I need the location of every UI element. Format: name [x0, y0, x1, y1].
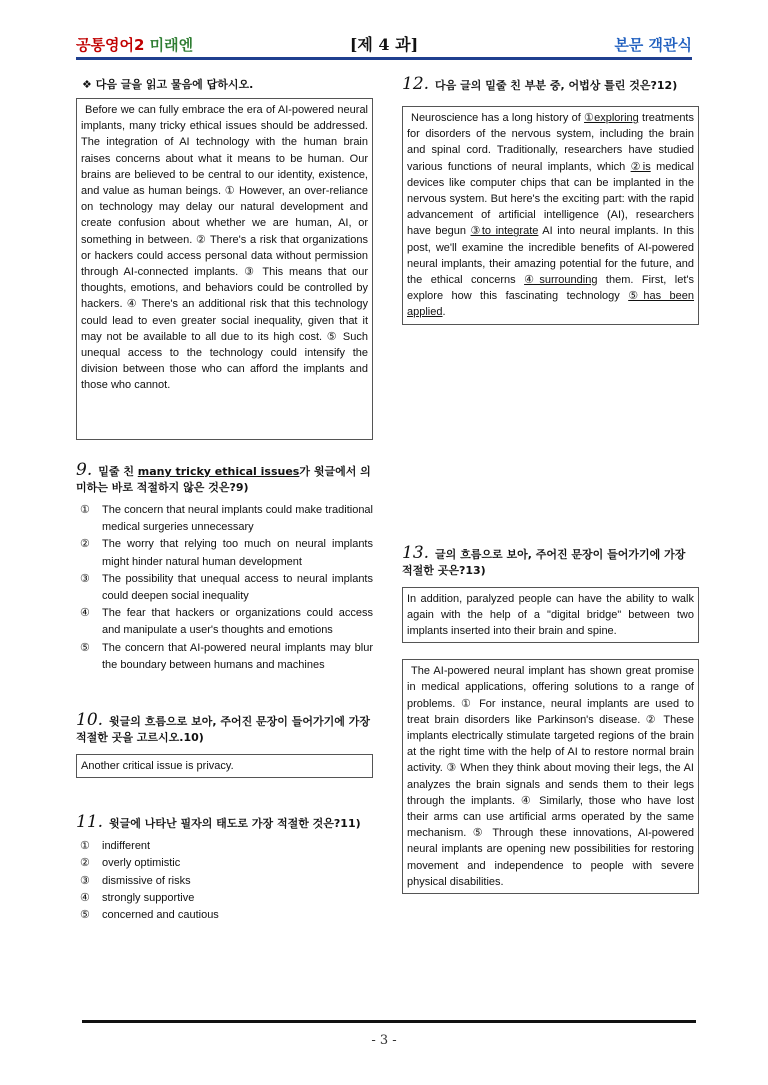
header-divider [76, 57, 692, 60]
choice-mark: ④ [80, 891, 90, 904]
question-10-number: 10. [76, 710, 104, 731]
choice-item [76, 855, 373, 872]
choice-item [76, 571, 373, 605]
question-11-number: 11. [76, 812, 104, 833]
question-9-number: 9. [76, 460, 93, 480]
footer-divider [82, 1020, 696, 1023]
main-passage: Before we can fully embrace the era of AI-powered neural implants, many tricky ethical issues should be addressed. The integration of AI technology with the human brain raises concerns about what it means to be human. Our brains are believed to be central to our identity, existence, and value as human beings. ① However, an over-reliance on technology may delay our natural development and create confusion about whether we are human, AI, or something in between. ② There's a risk that organizations or hackers could access personal data without permission through AI-connected implants. ③ This means that our thoughts, emotions, and behaviors could be controlled by hackers. ④ There's an additional risk that this technology could lead to even greater social inequality, given that it may not be available to all due to its high cost. ⑤ Such unequal access to the technology could intensify the division between those who can afford the implants and those who cannot. [76, 98, 373, 440]
text-segment: . [442, 306, 446, 319]
question-13-number: 13. [402, 542, 430, 563]
question-13 [402, 542, 699, 579]
choice-text: The worry that relying too much on neural implants might hinder natural human development [102, 538, 373, 568]
question-10-text: 윗글의 흐름으로 보아, 주어진 문장이 들어가기에 가장 적절한 곳을 고르시오.10) [76, 715, 370, 745]
choice-item [76, 907, 373, 924]
choice-item [76, 502, 373, 536]
choice-mark: ② [80, 538, 90, 551]
choice-text: strongly supportive [102, 891, 195, 904]
choice-text: overly optimistic [102, 857, 181, 870]
choice-text: indifferent [102, 840, 151, 853]
question-9-choices [76, 502, 373, 674]
choice-item [76, 536, 373, 570]
choice-item [76, 838, 373, 855]
choice-mark: ③ [80, 572, 90, 585]
instruction: ❖ 다음 글을 읽고 물음에 답하시오. [82, 78, 254, 91]
underlined-segment: ⑤has been applied [407, 290, 695, 319]
question-11-choices [76, 838, 373, 924]
choice-mark: ① [80, 504, 90, 516]
choice-mark: ③ [80, 874, 90, 887]
text-segment: them. First, let's explore how this fascinating technology [407, 274, 694, 303]
page-number: - 3 - [371, 1033, 397, 1048]
choice-mark: ⑤ [80, 909, 90, 922]
question-9-text-pre: 밑줄 친 [98, 465, 138, 478]
header-section: 본문 객관식 [614, 36, 692, 54]
choice-text: The fear that hackers or organizations could access and manipulate a user's thoughts and emotions [102, 607, 373, 637]
header-lesson: [제 4 과] [349, 35, 419, 54]
question-12-passage [402, 106, 699, 325]
choice-text: concerned and cautious [102, 909, 219, 922]
choice-text: dismissive of risks [102, 874, 191, 887]
right-column [402, 76, 699, 894]
underlined-segment: ④surrounding [524, 274, 598, 287]
page-header [76, 32, 692, 58]
choice-item [76, 640, 373, 674]
underlined-segment: ①exploring [584, 112, 639, 124]
question-12 [402, 76, 699, 94]
question-12-number: 12. [402, 74, 430, 94]
choice-item [76, 873, 373, 890]
underlined-segment: ③to integrate [470, 225, 539, 238]
question-13-given-sentence: In addition, paralyzed people can have the ability to walk again with the help of a "digital bridge" between two implants inserted into their brain and spine. [402, 587, 699, 644]
left-column [76, 76, 373, 924]
choice-item [76, 890, 373, 907]
question-12-text: 다음 글의 밑줄 친 부분 중, 어법상 틀린 것은?12) [435, 79, 678, 92]
text-segment: medical devices like computer chips that can be implanted in the nervous system. But here's the exciting part: with the rapid advancement of artificial intelligence (AI), researchers have begun [407, 160, 694, 238]
question-11-text: 윗글에 나타난 필자의 태도로 가장 적절한 것은?11) [109, 817, 361, 831]
choice-mark: ① [80, 840, 90, 853]
choice-mark: ② [80, 857, 90, 870]
question-13-text: 글의 흐름으로 보아, 주어진 문장이 들어가기에 가장 적절한 곳은?13) [402, 547, 686, 577]
header-publisher: 미래엔 [149, 36, 194, 54]
choice-text: The concern that AI-powered neural implants may blur the boundary between humans and machines [102, 641, 373, 671]
question-13-passage: The AI-powered neural implant has shown great promise in medical applications, offering solutions to a range of problems. ① For instance, neural implants are used to treat brain disorders like Parkinson's disease. ② These implants electrically stimulate targeted regions of the brain at the right time with the help of AI to restore normal brain activity. ③ When they think about moving their legs, the AI analyzes the brain signals and sends them to their legs through the implants. ④ Similarly, those who have lost their arms can use artificial arms operated by the same mechanism. ⑤ Through these innovations, AI-powered neural implants are opening new possibilities for restoring movement and independence to people with severe physical disabilities. [402, 659, 699, 894]
text-segment: treatments for disorders of the nervous system, including the brain and spinal cord. Traditionally, researchers have studied various functions of neural implants, which [407, 112, 694, 173]
question-9 [76, 462, 373, 496]
question-9-underlined: many tricky ethical issues [137, 465, 300, 478]
text-segment: AI into neural implants. In this post, we'll examine the incredible benefits of AI-powered neural implants, their amazing potential for the future, and the ethical concerns [407, 225, 694, 287]
question-9-text-post: 가 윗글에서 의미하는 바로 적절하지 않은 것은?9) [76, 465, 371, 494]
question-11 [76, 814, 373, 832]
underlined-segment: ②is [630, 160, 651, 173]
choice-mark: ⑤ [80, 641, 90, 654]
text-segment: Neuroscience has a long history of [411, 112, 585, 124]
choice-text: The possibility that unequal access to neural implants could deepen social inequality [102, 572, 373, 603]
choice-item [76, 605, 373, 639]
choice-text: The concern that neural implants could make traditional medical surgeries unnecessary [102, 504, 373, 534]
header-subject: 공통영어2 [76, 36, 145, 54]
choice-mark: ④ [80, 607, 90, 620]
question-10 [76, 712, 373, 746]
question-10-given-sentence: Another critical issue is privacy. [76, 754, 373, 778]
